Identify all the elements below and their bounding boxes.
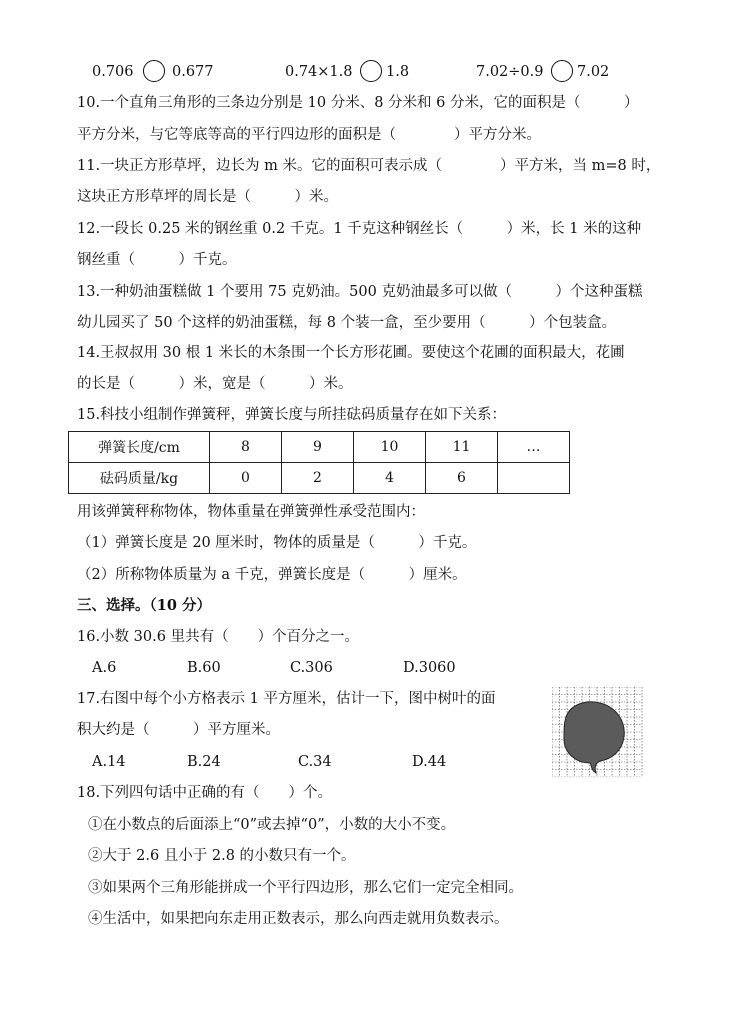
table-cell: 0 xyxy=(210,463,282,494)
q16-option-c[interactable]: C.306 xyxy=(290,660,333,676)
statement-4: ④生活中，如果把向东走用正数表示，那么向西走就用负数表示。 xyxy=(88,911,509,927)
spring-table xyxy=(68,431,570,494)
question-10-line-2: 平方分米，与它等底等高的平行四边形的面积是（ ）平方分米。 xyxy=(77,127,541,143)
q17-option-a[interactable]: A.14 xyxy=(92,754,126,770)
table-cell xyxy=(498,463,570,494)
table-cell: 10 xyxy=(354,432,426,463)
question-13-line-1: 13.一种奶油蛋糕做 1 个要用 75 克奶油。500 克奶油最多可以做（ ）个这种蛋糕 xyxy=(77,284,643,300)
question-15-note: 用该弹簧秤称物体，物体重量在弹簧弹性承受范围内： xyxy=(77,504,425,520)
table-cell: 9 xyxy=(282,432,354,463)
question-14-line-2: 的长是（ ）米，宽是（ ）米。 xyxy=(77,376,353,392)
question-15-part-1: （1）弹簧长度是 20 厘米时，物体的质量是（ ）千克。 xyxy=(77,535,477,551)
table-cell: 4 xyxy=(354,463,426,494)
table-cell: 8 xyxy=(210,432,282,463)
table-row xyxy=(69,432,570,463)
question-17-line-1: 17.右图中每个小方格表示 1 平方厘米，估计一下，图中树叶的面 xyxy=(77,691,496,707)
q17-option-d[interactable]: D.44 xyxy=(412,754,447,770)
leaf-shape xyxy=(564,702,624,773)
question-17-line-2: 积大约是（ ）平方厘米。 xyxy=(77,722,280,738)
comparison-left-2: 0.74×1.8 xyxy=(285,64,353,80)
comparison-right-1: 0.677 xyxy=(172,64,214,80)
comparison-left-3: 7.02÷0.9 xyxy=(476,64,544,80)
comparison-circle-1[interactable] xyxy=(143,60,165,82)
comparison-circle-2[interactable] xyxy=(360,60,382,82)
statement-2: ②大于 2.6 且小于 2.8 的小数只有一个。 xyxy=(88,848,356,864)
question-16-text: 16.小数 30.6 里共有（ ）个百分之一。 xyxy=(77,629,360,645)
question-15-text: 15.科技小组制作弹簧秤，弹簧长度与所挂砝码质量存在如下关系： xyxy=(77,407,507,423)
question-15-part-2: （2）所称物体质量为 a 千克，弹簧长度是（ ）厘米。 xyxy=(77,567,467,583)
comparison-circle-3[interactable] xyxy=(551,60,573,82)
question-18-text: 18.下列四句话中正确的有（ ）个。 xyxy=(77,785,333,801)
section-3-heading: 三、选择。（10 分） xyxy=(77,597,211,614)
table-header-length: 弹簧长度/cm xyxy=(69,432,210,463)
question-13-line-2: 幼儿园买了 50 个这样的奶油蛋糕，每 8 个装一盒，至少要用（ ）个包装盒。 xyxy=(77,315,617,331)
question-12-line-1: 12.一段长 0.25 米的钢丝重 0.2 千克。1 千克这种钢丝长（ ）米，长 1 米的这种 xyxy=(77,221,642,237)
statement-3: ③如果两个三角形能拼成一个平行四边形，那么它们一定完全相同。 xyxy=(88,880,523,896)
comparison-left-1: 0.706 xyxy=(92,64,134,80)
q16-option-b[interactable]: B.60 xyxy=(187,660,221,676)
question-11-line-2: 这块正方形草坪的周长是（ ）米。 xyxy=(77,189,338,205)
comparison-right-3: 7.02 xyxy=(577,64,610,80)
q16-option-d[interactable]: D.3060 xyxy=(403,660,456,676)
comparison-right-2: 1.8 xyxy=(386,64,410,80)
leaf-grid-figure xyxy=(552,687,644,777)
q17-option-c[interactable]: C.34 xyxy=(298,754,332,770)
table-cell: 11 xyxy=(426,432,498,463)
question-10-line-1: 10.一个直角三角形的三条边分别是 10 分米、8 分米和 6 分米，它的面积是（ ） xyxy=(77,95,639,111)
table-cell: … xyxy=(498,432,570,463)
statement-1: ①在小数点的后面添上“0”或去掉“0”，小数的大小不变。 xyxy=(88,817,456,833)
table-row xyxy=(69,463,570,494)
question-11-line-1: 11.一块正方形草坪，边长为 m 米。它的面积可表示成（ ）平方米，当 m=8 时， xyxy=(77,158,661,174)
question-12-line-2: 钢丝重（ ）千克。 xyxy=(77,252,237,268)
q16-option-a[interactable]: A.6 xyxy=(92,660,117,676)
q17-option-b[interactable]: B.24 xyxy=(187,754,221,770)
table-cell: 2 xyxy=(282,463,354,494)
table-header-mass: 砝码质量/kg xyxy=(69,463,210,494)
question-14-line-1: 14.王叔叔用 30 根 1 米长的木条围一个长方形花圃。要使这个花圃的面积最大，花圃 xyxy=(77,345,625,361)
table-cell: 6 xyxy=(426,463,498,494)
